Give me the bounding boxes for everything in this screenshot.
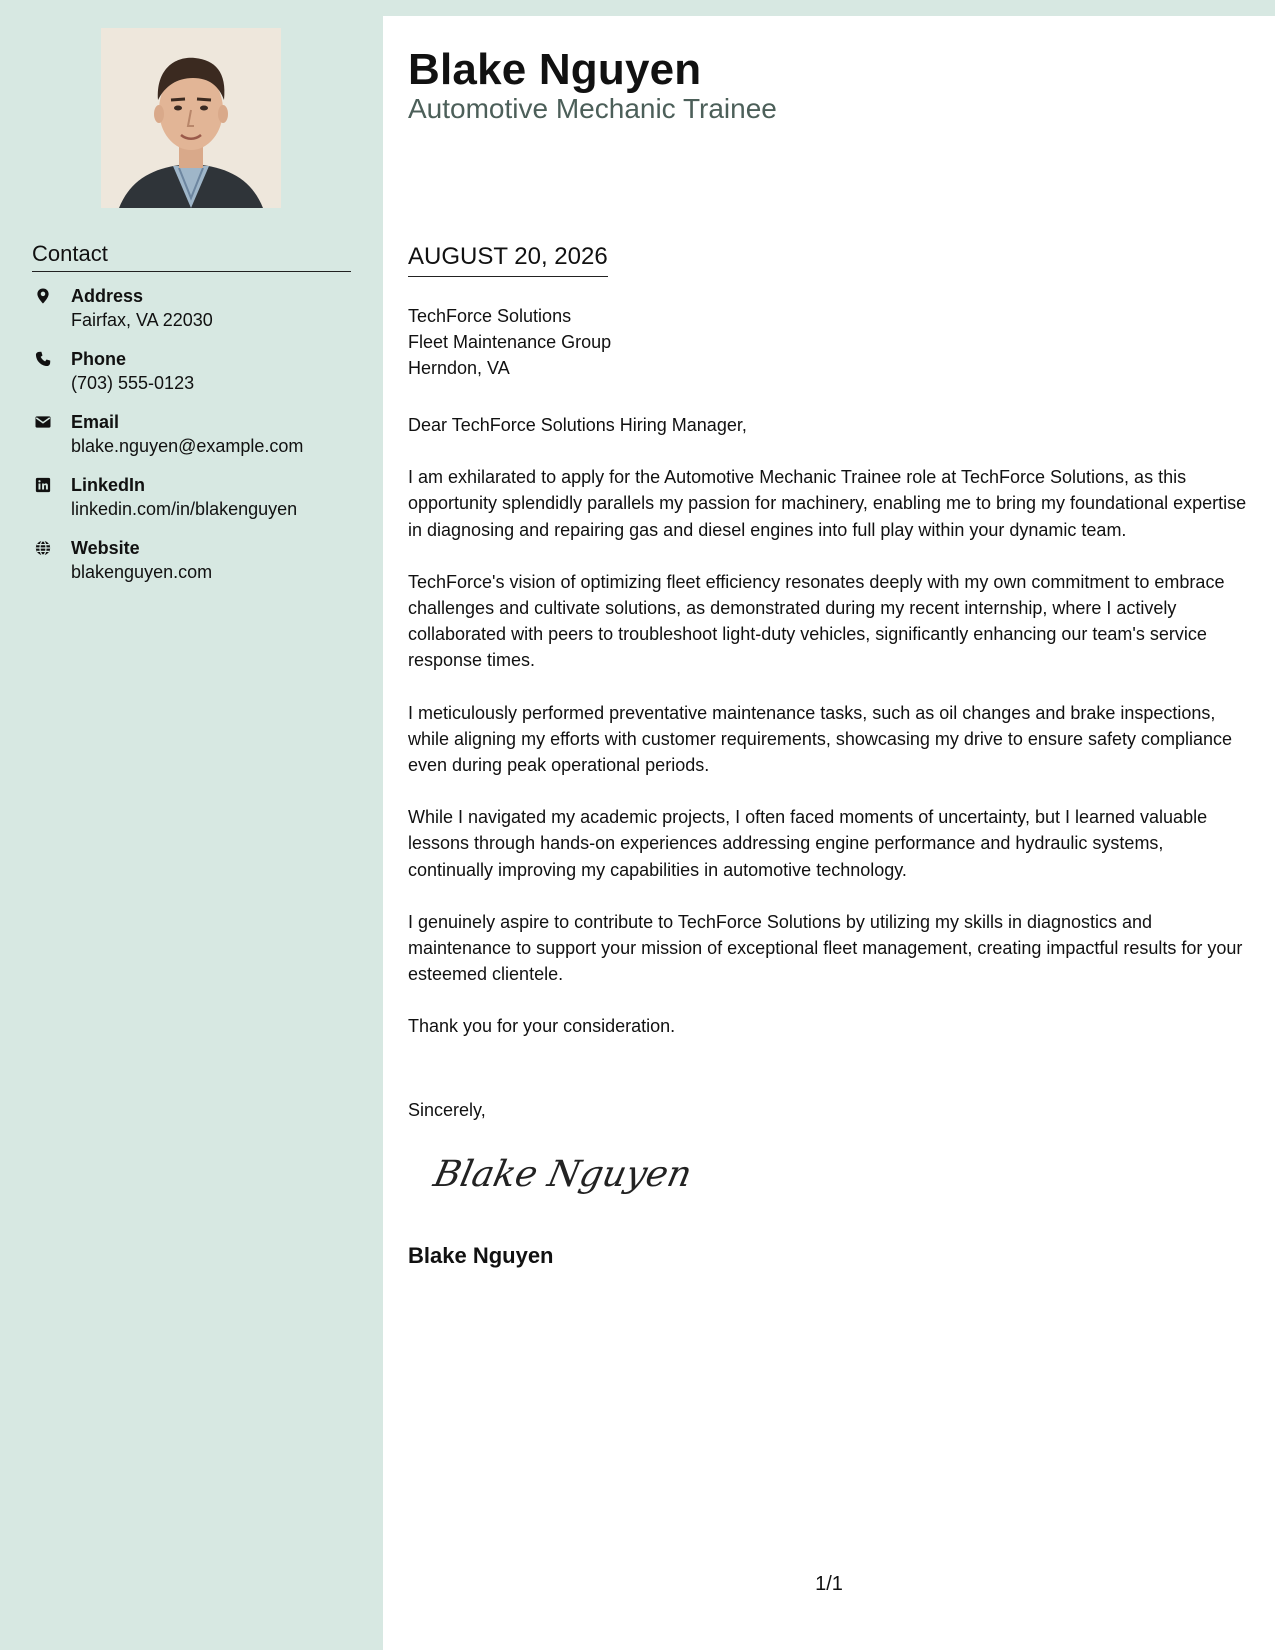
contact-item-linkedin — [32, 473, 362, 536]
svg-text:Blake Nguyen: Blake Nguyen — [430, 1152, 696, 1195]
sidebar — [0, 0, 383, 1650]
contact-label: LinkedIn — [71, 475, 146, 495]
letter-content — [408, 412, 1248, 1066]
contact-label: Address — [71, 286, 144, 306]
contact-item-email — [32, 410, 362, 473]
recipient-line: Herndon, VA — [408, 358, 510, 378]
contact-list — [32, 284, 362, 599]
contact-label: Website — [71, 538, 140, 558]
job-title: Automotive Mechanic Trainee — [408, 93, 777, 124]
letter-paragraph: While I navigated my academic projects, I often faced moments of uncertainty, but I learned valuable lessons through hands-on experiences addressing engine performance and hydraulic systems, continually improving my capabilities in automotive technology. — [408, 807, 1208, 880]
contact-value[interactable]: linkedin.com/in/blakenguyen — [71, 499, 298, 519]
contact-value: Fairfax, VA 22030 — [71, 310, 213, 330]
recipient-line: TechForce Solutions — [408, 306, 572, 326]
page-number: 1/1 — [815, 1573, 843, 1595]
letter-paragraph: TechForce's vision of optimizing fleet efficiency resonates deeply with my own commitment to embrace challenges and cultivate solutions, as demonstrated during my recent internship, where I actively collaborated with peers to troubleshoot light-duty vehicles, significantly enhancing our team's service response times. — [408, 571, 1225, 671]
letter-paragraph: I genuinely aspire to contribute to TechForce Solutions by utilizing my skills in diagnostics and maintenance to support your mission of exceptional fleet management, creating impactful results for your esteemed clientele. — [408, 911, 1243, 985]
recipient-block — [408, 303, 611, 381]
salutation: Dear TechForce Solutions Hiring Manager, — [408, 415, 747, 435]
contact-value: (703) 555-0123 — [71, 373, 195, 393]
profile-photo — [101, 28, 281, 208]
signed-name: Blake Nguyen — [408, 1243, 554, 1268]
linkedin-icon — [34, 476, 52, 494]
contact-item-website — [32, 536, 362, 599]
contact-item-phone — [32, 347, 362, 410]
phone-icon — [34, 350, 52, 368]
letter-date: AUGUST 20, 2026 — [408, 242, 608, 277]
letter-paragraph: I am exhilarated to apply for the Automotive Mechanic Trainee role at TechForce Solutions, as this opportunity splendidly parallels my passion for machinery, enabling me to bring my foundational expertise in diagnosing and repairing gas and diesel engines into full play within your dynamic team. — [408, 467, 1247, 540]
contact-label: Phone — [71, 349, 127, 369]
map-pin-icon — [34, 287, 52, 305]
recipient-line: Fleet Maintenance Group — [408, 332, 612, 352]
contact-label: Email — [71, 412, 120, 432]
contact-item-address — [32, 284, 362, 347]
avatar — [101, 28, 281, 208]
contact-value[interactable]: blakenguyen.com — [71, 562, 213, 582]
contact-value[interactable]: blake.nguyen@example.com — [71, 436, 304, 456]
applicant-name: Blake Nguyen — [408, 45, 702, 94]
letter-paragraph: I meticulously performed preventative maintenance tasks, such as oil changes and brake inspections, while aligning my efforts with customer requirements, showcasing my drive to ensure safety compliance even during peak operational periods. — [408, 702, 1233, 776]
letter-body — [383, 16, 1275, 1650]
contact-heading: Contact — [32, 240, 351, 272]
letter-paragraph: Thank you for your consideration. — [408, 1016, 676, 1037]
signature-image — [429, 1144, 696, 1204]
globe-icon — [34, 539, 52, 557]
envelope-icon — [34, 413, 52, 431]
closing: Sincerely, — [408, 1100, 486, 1120]
